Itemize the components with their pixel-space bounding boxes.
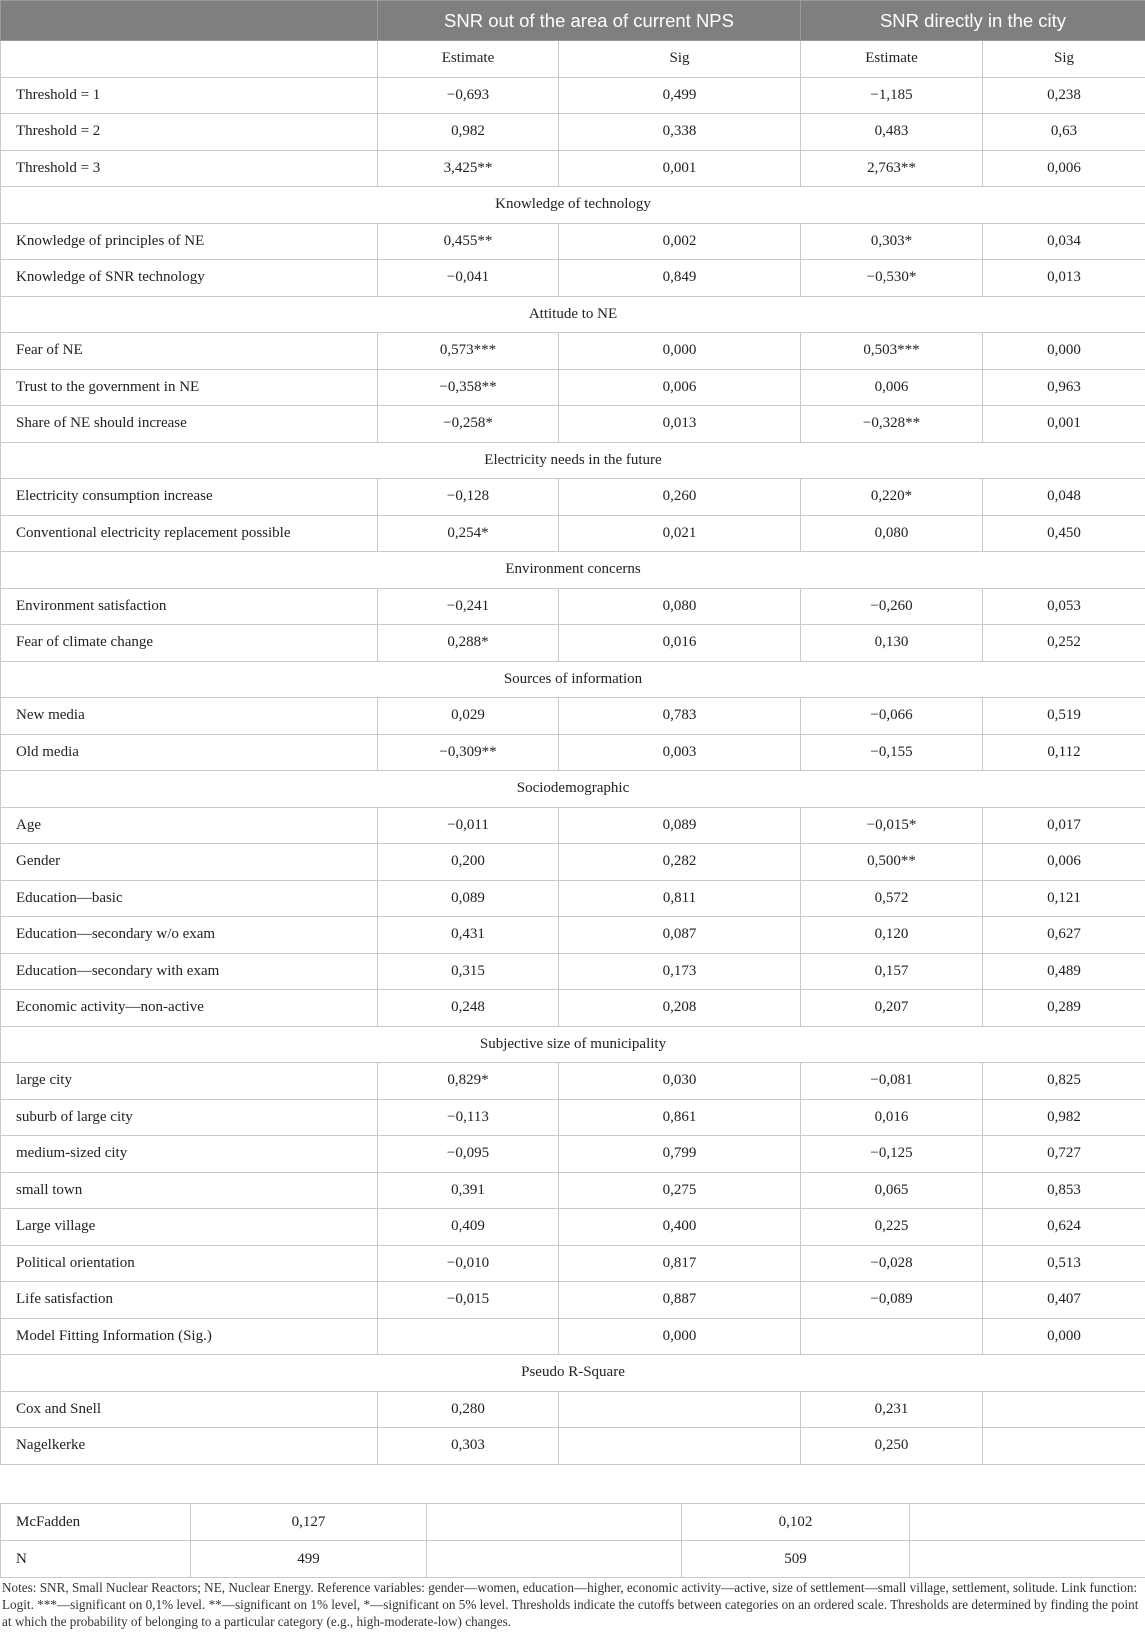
sig-out-of-area: 0,006	[559, 369, 801, 406]
estimate-out-of-area: 0,431	[378, 917, 559, 954]
fit-statistic-label: McFadden	[1, 1504, 191, 1541]
sig-in-city: 0,053	[983, 588, 1145, 625]
estimate-out-of-area: 0,200	[378, 844, 559, 881]
fit-empty-cell	[427, 1541, 682, 1578]
estimate-out-of-area: −0,128	[378, 479, 559, 516]
column-header-estimate-1: Estimate	[378, 41, 559, 78]
estimate-out-of-area: 0,829*	[378, 1063, 559, 1100]
section-header-row	[1, 552, 1145, 589]
table-row	[1, 807, 1145, 844]
section-header: Sources of information	[1, 661, 1145, 698]
row-label: Education—basic	[1, 880, 378, 917]
estimate-in-city: 2,763**	[801, 150, 983, 187]
sig-out-of-area: 0,400	[559, 1209, 801, 1246]
fit-empty-cell	[910, 1504, 1145, 1541]
sig-in-city: 0,238	[983, 77, 1145, 114]
fit-value-in-city: 0,102	[682, 1504, 910, 1541]
estimate-out-of-area: −0,113	[378, 1099, 559, 1136]
table-notes: Notes: SNR, Small Nuclear Reactors; NE, Nuclear Energy. Reference variables: gender—women, education—higher, economic activity—active, size of settlement—small village, settlement, solitude. Link function: Logit. ***—significant on 0,1% level. **—significant on 1% level, *—significant on 5% level. Thresholds indicate the cutoffs between categories on an ordered scale. Thresholds are determined by finding the point at which the probability of belonging to a particular category (e.g., high-moderate-low) changes.	[2, 1580, 1139, 1629]
sig-out-of-area: 0,080	[559, 588, 801, 625]
estimate-out-of-area: −0,041	[378, 260, 559, 297]
table-row	[1, 1318, 1145, 1355]
section-header-row	[1, 661, 1145, 698]
estimate-out-of-area: −0,241	[378, 588, 559, 625]
section-header: Subjective size of municipality	[1, 1026, 1145, 1063]
row-label: small town	[1, 1172, 378, 1209]
section-header-row	[1, 296, 1145, 333]
section-header: Knowledge of technology	[1, 187, 1145, 224]
row-label: Education—secondary with exam	[1, 953, 378, 990]
sig-out-of-area: 0,799	[559, 1136, 801, 1173]
table-row	[1, 917, 1145, 954]
fit-statistics-table	[0, 1503, 1145, 1578]
sig-in-city: 0,407	[983, 1282, 1145, 1319]
estimate-out-of-area: 0,982	[378, 114, 559, 151]
group-header-out-of-area: SNR out of the area of current NPS	[378, 1, 801, 41]
estimate-out-of-area: 0,089	[378, 880, 559, 917]
section-header: Sociodemographic	[1, 771, 1145, 808]
estimate-out-of-area: 0,409	[378, 1209, 559, 1246]
row-label: Gender	[1, 844, 378, 881]
sig-in-city: 0,013	[983, 260, 1145, 297]
sig-in-city: 0,489	[983, 953, 1145, 990]
estimate-in-city: −0,125	[801, 1136, 983, 1173]
estimate-in-city: 0,016	[801, 1099, 983, 1136]
sig-out-of-area: 0,282	[559, 844, 801, 881]
sig-in-city: 0,006	[983, 150, 1145, 187]
row-label: Cox and Snell	[1, 1391, 378, 1428]
row-label: Old media	[1, 734, 378, 771]
estimate-in-city: 0,503***	[801, 333, 983, 370]
estimate-out-of-area: −0,358**	[378, 369, 559, 406]
fit-value-in-city: 509	[682, 1541, 910, 1578]
sig-out-of-area: 0,013	[559, 406, 801, 443]
fit-statistic-label: N	[1, 1541, 191, 1578]
column-header-blank	[1, 41, 378, 78]
sig-out-of-area: 0,260	[559, 479, 801, 516]
table-row	[1, 260, 1145, 297]
estimate-in-city: 0,225	[801, 1209, 983, 1246]
table-row	[1, 150, 1145, 187]
sig-in-city: 0,450	[983, 515, 1145, 552]
row-label: suburb of large city	[1, 1099, 378, 1136]
fit-statistics-body	[1, 1504, 1145, 1578]
estimate-out-of-area: −0,309**	[378, 734, 559, 771]
table-row	[1, 734, 1145, 771]
sig-out-of-area: 0,173	[559, 953, 801, 990]
estimate-out-of-area: −0,015	[378, 1282, 559, 1319]
row-label: Knowledge of SNR technology	[1, 260, 378, 297]
table-row	[1, 953, 1145, 990]
estimate-in-city: 0,483	[801, 114, 983, 151]
row-label: large city	[1, 1063, 378, 1100]
estimate-in-city: −0,066	[801, 698, 983, 735]
estimate-in-city: 0,157	[801, 953, 983, 990]
section-header-row	[1, 442, 1145, 479]
table-row	[1, 880, 1145, 917]
sig-in-city: 0,121	[983, 880, 1145, 917]
group-header-in-city: SNR directly in the city	[801, 1, 1145, 41]
estimate-in-city: 0,220*	[801, 479, 983, 516]
estimate-out-of-area: 3,425**	[378, 150, 559, 187]
estimate-out-of-area: 0,248	[378, 990, 559, 1027]
estimate-out-of-area: 0,288*	[378, 625, 559, 662]
estimate-in-city: 0,303*	[801, 223, 983, 260]
section-header-row	[1, 771, 1145, 808]
table-row	[1, 1172, 1145, 1209]
sig-in-city	[983, 1391, 1145, 1428]
estimate-in-city: 0,250	[801, 1428, 983, 1465]
estimate-out-of-area: 0,315	[378, 953, 559, 990]
fit-statistic-row	[1, 1504, 1145, 1541]
column-header-row	[1, 41, 1145, 78]
estimate-in-city: −0,089	[801, 1282, 983, 1319]
row-label: Environment satisfaction	[1, 588, 378, 625]
estimate-in-city: −1,185	[801, 77, 983, 114]
section-header: Electricity needs in the future	[1, 442, 1145, 479]
fit-empty-cell	[427, 1504, 682, 1541]
row-label: Age	[1, 807, 378, 844]
sig-out-of-area: 0,003	[559, 734, 801, 771]
table-row	[1, 1099, 1145, 1136]
sig-out-of-area: 0,811	[559, 880, 801, 917]
estimate-out-of-area: −0,258*	[378, 406, 559, 443]
fit-empty-cell	[910, 1541, 1145, 1578]
estimate-in-city: 0,572	[801, 880, 983, 917]
sig-in-city: 0,624	[983, 1209, 1145, 1246]
row-label: Life satisfaction	[1, 1282, 378, 1319]
sig-in-city: 0,048	[983, 479, 1145, 516]
fit-statistic-row	[1, 1541, 1145, 1578]
header-blank-cell	[1, 1, 378, 41]
row-label: Model Fitting Information (Sig.)	[1, 1318, 378, 1355]
table-row	[1, 698, 1145, 735]
sig-in-city: 0,000	[983, 333, 1145, 370]
estimate-in-city: −0,530*	[801, 260, 983, 297]
estimate-in-city: 0,120	[801, 917, 983, 954]
sig-out-of-area: 0,000	[559, 1318, 801, 1355]
row-label: Threshold = 1	[1, 77, 378, 114]
sig-out-of-area: 0,275	[559, 1172, 801, 1209]
row-label: Large village	[1, 1209, 378, 1246]
sig-out-of-area: 0,002	[559, 223, 801, 260]
table-row	[1, 1391, 1145, 1428]
row-label: Fear of climate change	[1, 625, 378, 662]
sig-in-city	[983, 1428, 1145, 1465]
section-header-row	[1, 1026, 1145, 1063]
estimate-in-city: 0,130	[801, 625, 983, 662]
table-row	[1, 1136, 1145, 1173]
row-label: Fear of NE	[1, 333, 378, 370]
estimate-in-city: 0,500**	[801, 844, 983, 881]
estimate-out-of-area: −0,693	[378, 77, 559, 114]
estimate-in-city	[801, 1318, 983, 1355]
sig-in-city: 0,63	[983, 114, 1145, 151]
sig-out-of-area: 0,001	[559, 150, 801, 187]
sig-out-of-area: 0,087	[559, 917, 801, 954]
table-row	[1, 406, 1145, 443]
sig-in-city: 0,513	[983, 1245, 1145, 1282]
sig-in-city: 0,017	[983, 807, 1145, 844]
sig-in-city: 0,627	[983, 917, 1145, 954]
row-label: Economic activity—non-active	[1, 990, 378, 1027]
row-label: Nagelkerke	[1, 1428, 378, 1465]
group-header-row	[1, 1, 1145, 41]
sig-in-city: 0,982	[983, 1099, 1145, 1136]
estimate-in-city: −0,155	[801, 734, 983, 771]
estimate-out-of-area: 0,391	[378, 1172, 559, 1209]
table-row	[1, 844, 1145, 881]
sig-out-of-area: 0,887	[559, 1282, 801, 1319]
table-row	[1, 1245, 1145, 1282]
table-row	[1, 479, 1145, 516]
sig-in-city: 0,112	[983, 734, 1145, 771]
section-header: Attitude to NE	[1, 296, 1145, 333]
sig-in-city: 0,000	[983, 1318, 1145, 1355]
section-header: Pseudo R-Square	[1, 1355, 1145, 1392]
sig-in-city: 0,727	[983, 1136, 1145, 1173]
estimate-in-city: 0,065	[801, 1172, 983, 1209]
column-header-estimate-2: Estimate	[801, 41, 983, 78]
estimate-out-of-area: 0,280	[378, 1391, 559, 1428]
estimate-in-city: −0,028	[801, 1245, 983, 1282]
table-row	[1, 1428, 1145, 1465]
estimate-out-of-area: 0,455**	[378, 223, 559, 260]
sig-out-of-area: 0,021	[559, 515, 801, 552]
sig-out-of-area: 0,861	[559, 1099, 801, 1136]
table-row	[1, 515, 1145, 552]
sig-out-of-area: 0,208	[559, 990, 801, 1027]
sig-in-city: 0,289	[983, 990, 1145, 1027]
sig-in-city: 0,034	[983, 223, 1145, 260]
table-row	[1, 369, 1145, 406]
sig-out-of-area: 0,338	[559, 114, 801, 151]
sig-out-of-area: 0,000	[559, 333, 801, 370]
row-label: Share of NE should increase	[1, 406, 378, 443]
table-body	[1, 77, 1145, 1464]
table-row	[1, 990, 1145, 1027]
sig-out-of-area	[559, 1428, 801, 1465]
row-label: Knowledge of principles of NE	[1, 223, 378, 260]
estimate-out-of-area: 0,029	[378, 698, 559, 735]
estimate-in-city: 0,080	[801, 515, 983, 552]
sig-out-of-area: 0,016	[559, 625, 801, 662]
table-row	[1, 588, 1145, 625]
table-row	[1, 114, 1145, 151]
section-header-row	[1, 187, 1145, 224]
row-label: Political orientation	[1, 1245, 378, 1282]
sig-out-of-area: 0,030	[559, 1063, 801, 1100]
table-row	[1, 223, 1145, 260]
table-row	[1, 625, 1145, 662]
sig-in-city: 0,252	[983, 625, 1145, 662]
estimate-out-of-area: −0,095	[378, 1136, 559, 1173]
estimate-out-of-area: −0,010	[378, 1245, 559, 1282]
sig-in-city: 0,825	[983, 1063, 1145, 1100]
column-header-sig-2: Sig	[983, 41, 1145, 78]
fit-value-out-of-area: 499	[191, 1541, 427, 1578]
sig-in-city: 0,963	[983, 369, 1145, 406]
row-label: Electricity consumption increase	[1, 479, 378, 516]
row-label: Conventional electricity replacement possible	[1, 515, 378, 552]
sig-out-of-area: 0,499	[559, 77, 801, 114]
table-row	[1, 77, 1145, 114]
table-row	[1, 1209, 1145, 1246]
estimate-out-of-area: 0,303	[378, 1428, 559, 1465]
section-header: Environment concerns	[1, 552, 1145, 589]
estimate-in-city: −0,081	[801, 1063, 983, 1100]
estimate-in-city: −0,015*	[801, 807, 983, 844]
sig-out-of-area: 0,849	[559, 260, 801, 297]
table-row	[1, 1282, 1145, 1319]
sig-out-of-area	[559, 1391, 801, 1428]
table-row	[1, 1063, 1145, 1100]
estimate-in-city: 0,207	[801, 990, 983, 1027]
row-label: New media	[1, 698, 378, 735]
sig-in-city: 0,001	[983, 406, 1145, 443]
row-label: Threshold = 3	[1, 150, 378, 187]
estimate-in-city: 0,231	[801, 1391, 983, 1428]
estimate-out-of-area: 0,573***	[378, 333, 559, 370]
estimate-out-of-area	[378, 1318, 559, 1355]
row-label: Trust to the government in NE	[1, 369, 378, 406]
sig-out-of-area: 0,089	[559, 807, 801, 844]
sig-in-city: 0,853	[983, 1172, 1145, 1209]
table-row	[1, 333, 1145, 370]
estimate-out-of-area: −0,011	[378, 807, 559, 844]
estimate-in-city: −0,328**	[801, 406, 983, 443]
estimate-in-city: 0,006	[801, 369, 983, 406]
row-label: medium-sized city	[1, 1136, 378, 1173]
fit-value-out-of-area: 0,127	[191, 1504, 427, 1541]
sig-in-city: 0,519	[983, 698, 1145, 735]
row-label: Education—secondary w/o exam	[1, 917, 378, 954]
row-label: Threshold = 2	[1, 114, 378, 151]
sig-out-of-area: 0,783	[559, 698, 801, 735]
estimate-in-city: −0,260	[801, 588, 983, 625]
estimate-out-of-area: 0,254*	[378, 515, 559, 552]
sig-in-city: 0,006	[983, 844, 1145, 881]
sig-out-of-area: 0,817	[559, 1245, 801, 1282]
column-header-sig-1: Sig	[559, 41, 801, 78]
section-header-row	[1, 1355, 1145, 1392]
